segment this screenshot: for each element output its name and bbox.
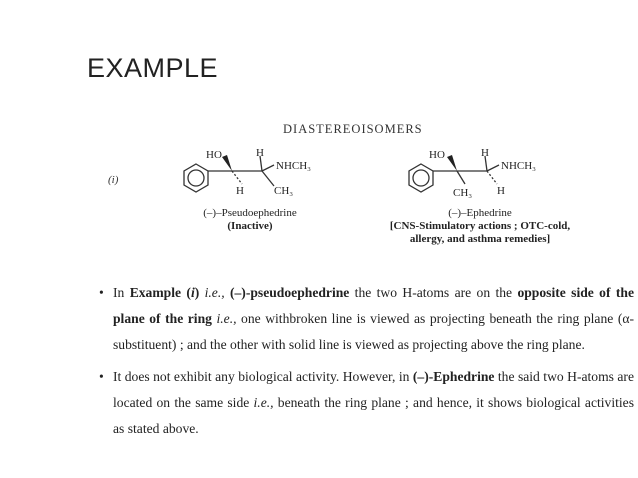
- figure-label: (i): [108, 174, 119, 186]
- nhch3-label: NHCH₃: [501, 160, 537, 172]
- pseudoephedrine-structure: [170, 140, 340, 212]
- bullet-marker: •: [99, 369, 104, 384]
- pseudoephedrine-name: (–)–Pseudoephedrine: [203, 207, 297, 219]
- pseudoephedrine-caption: [180, 207, 320, 233]
- h-top-label: H: [256, 147, 264, 159]
- h-top-label: H: [481, 147, 489, 159]
- bold-text: (–)-Ephedrine: [412, 369, 495, 384]
- italic-text: i.e.,: [204, 285, 225, 300]
- ephedrine-use-line2: allergy, and asthma remedies]: [409, 233, 551, 245]
- pseudoephedrine-activity: (Inactive): [227, 220, 273, 232]
- slide-title: EXAMPLE: [87, 53, 219, 83]
- bullet-item-1: [99, 280, 634, 358]
- italic-bold-text: i: [190, 285, 195, 300]
- ho-label: HO: [429, 149, 445, 161]
- text: the two H-atoms are on the: [349, 285, 518, 300]
- ephedrine-use-line1: [CNS-Stimulatory actions ; OTC-cold,: [389, 220, 571, 232]
- h-bottom-label: H: [497, 185, 505, 197]
- ephedrine-structure: [395, 140, 570, 212]
- text: the said two H-atoms are located on the same side: [113, 369, 634, 410]
- ephedrine-name: (–)–Ephedrine: [448, 207, 512, 219]
- bullet-list: [99, 280, 634, 448]
- bullet-item-2: [99, 364, 634, 442]
- text: one withbroken line is viewed as projecting beneath the ring plane (α-substituent) ; and the other with solid line is viewed as projecting above the ring plane.: [113, 311, 634, 352]
- ch3-label: CH₃: [453, 187, 473, 199]
- text: In: [113, 285, 130, 300]
- h-bottom-label: H: [236, 185, 244, 197]
- bold-text: ): [194, 285, 200, 300]
- ch3-label: CH₃: [274, 185, 294, 197]
- bold-text: opposite side of the plane of the ring: [113, 285, 634, 326]
- italic-text: i.e.,: [216, 311, 237, 326]
- italic-text: i.e.,: [253, 395, 274, 410]
- bold-text: (–)-pseudoephedrine: [229, 285, 350, 300]
- ho-label: HO: [206, 149, 222, 161]
- text: It does not exhibit any biological activity. However, in: [113, 369, 413, 384]
- nhch3-label: NHCH₃: [276, 160, 312, 172]
- ephedrine-caption: [362, 207, 598, 246]
- bold-text: Example (: [129, 285, 191, 300]
- bullet-marker: •: [99, 285, 104, 300]
- figure-heading: DIASTEREOISOMERS: [283, 122, 423, 136]
- text: beneath the ring plane ; and hence, it shows biological activities as stated above.: [113, 395, 634, 436]
